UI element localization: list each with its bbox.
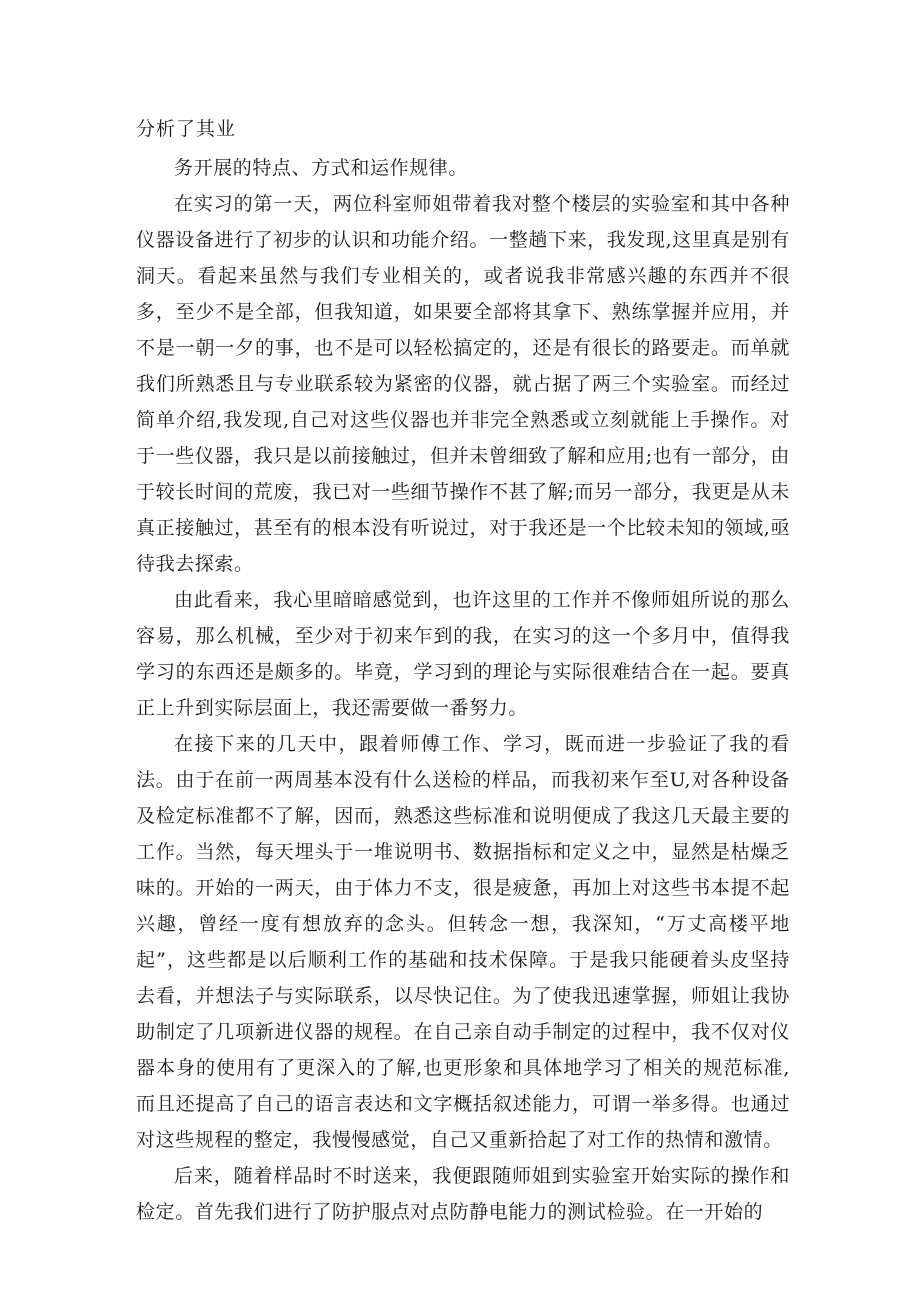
paragraph-5: 后来，随着样品时不时送来，我便跟随师姐到实验室开始实际的操作和检定。首先我们进行了防护服点对点防静电能力的测试检验。在一开始的 xyxy=(136,1165,790,1223)
paragraph-4: 在接下来的几天中，跟着师傅工作、学习，既而进一步验证了我的看法。由于在前一两周基本没有什么送检的样品，而我初来乍至U,对各种设备及检定标准都不了解，因而，熟悉这些标准和说明便成了我这几天最主要的工作。当然，每天埋头于一堆说明书、数据指标和定义之中，显然是枯燥乏味的。开始的一两天，由于体力不支，很是疲惫，再加上对这些书本提不起兴趣，曾经一度有想放弃的念头。但转念一想，我深知，“万丈高楼平地起”，这些都是以后顺利工作的基础和技术保障。于是我只能硬着头皮坚持去看，并想法子与实际联系，以尽快记住。为了使我迅速掌握，师姐让我协助制定了几项新进仪器的规程。在自己亲自动手制定的过程中，我不仅对仪器本身的使用有了更深入的了解,也更形象和具体地学习了相关的规范标准,而且还提高了自己的语言表达和文字概括叙述能力，可谓一举多得。也通过对这些规程的整定，我慢慢感觉，自己又重新拾起了对工作的热情和激情。 xyxy=(136,733,790,1151)
paragraph-1: 务开展的特点、方式和运作规律。 xyxy=(174,157,469,179)
document-body xyxy=(136,116,790,1230)
paragraph-3: 由此看来，我心里暗暗感觉到，也许这里的工作并不像师姐所说的那么容易，那么机械，至少对于初来乍到的我，在实习的这一个多月中，值得我学习的东西还是颇多的。毕竟，学习到的理论与实际很难结合在一起。要真正上升到实际层面上，我还需要做一番努力。 xyxy=(136,589,790,719)
paragraph-2: 在实习的第一天，两位科室师姐带着我对整个楼层的实验室和其中各种仪器设备进行了初步的认识和功能介绍。一整趟下来，我发现,这里真是别有洞天。看起来虽然与我们专业相关的，或者说我非常感兴趣的东西并不很多，至少不是全部，但我知道，如果要全部将其拿下、熟练掌握并应用，并不是一朝一夕的事，也不是可以轻松搞定的，还是有很长的路要走。而单就我们所熟悉且与专业联系较为紧密的仪器，就占据了两三个实验室。而经过简单介绍,我发现,自己对这些仪器也并非完全熟悉或立刻就能上手操作。对于一些仪器，我只是以前接触过，但并未曾细致了解和应用;也有一部分，由于较长时间的荒废，我已对一些细节操作不甚了解;而另一部分，我更是从未真正接触过，甚至有的根本没有听说过，对于我还是一个比较未知的领域,亟待我去探索。 xyxy=(136,193,790,575)
heading-line: 分析了其业 xyxy=(136,118,237,140)
